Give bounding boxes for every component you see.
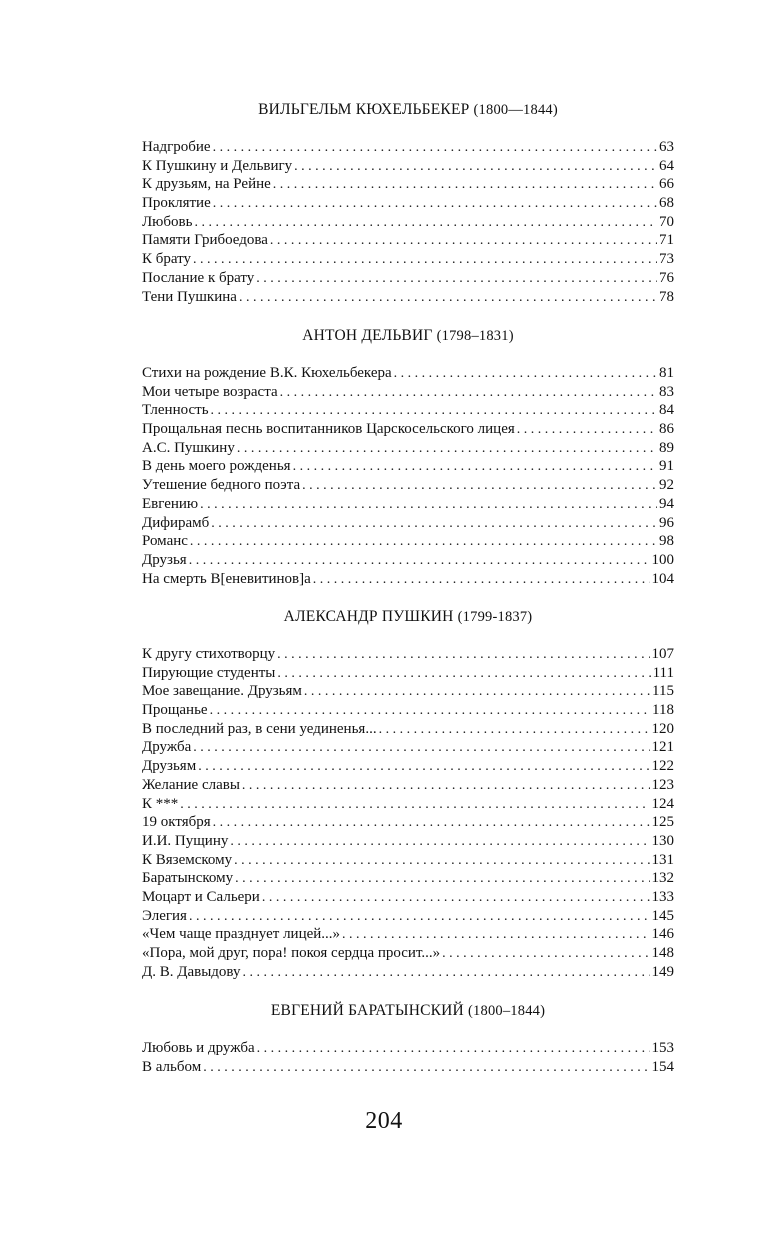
toc-entry [142,645,674,664]
dot-leader [242,777,650,796]
toc-entry [142,383,674,402]
toc-entry [142,250,674,269]
dot-leader [517,421,657,440]
author-name: ЕВГЕНИЙ БАРАТЫНСКИЙ [270,1002,464,1019]
toc-entry-page: 83 [659,383,674,400]
toc-entry-page: 98 [659,533,674,550]
toc-entry [142,288,674,307]
toc-entry-page: 125 [651,814,674,831]
toc-entry-title: Памяти Грибоедова [142,232,268,249]
toc-entry [142,514,674,533]
toc-entry-page: 123 [651,776,674,793]
toc-entry-page: 63 [659,139,674,155]
dot-leader [211,515,657,534]
dot-leader [257,1040,650,1059]
toc-entry-title: На смерть В[еневитинов]а [142,570,311,587]
toc-entry [142,664,674,683]
dot-leader [210,702,650,721]
dot-leader [200,496,657,515]
toc-entry-title: К друзьям, на Рейне [142,176,271,193]
toc-entry-page: 107 [651,646,674,662]
toc-entry [142,439,674,458]
toc-entry-title: К Пушкину и Дельвигу [142,157,293,174]
toc-entry [142,795,674,814]
dot-leader [213,814,650,833]
toc-entry-title: В альбом [142,1058,202,1075]
toc-entry-page: 124 [651,795,674,812]
toc-entry-title: Желание славы [142,776,240,793]
toc-entry [142,907,674,926]
toc-entry-title: 19 октября [142,814,211,831]
toc-entry-page: 73 [659,251,674,268]
toc-entry [142,813,674,832]
dot-leader [270,232,657,251]
toc-entry-title: Друзья [142,551,187,568]
toc-entry [142,1039,674,1058]
toc-entry [142,701,674,720]
toc-entry-title: Дружба [142,739,192,756]
toc-entry-page: 64 [659,157,674,174]
toc-entry-page: 84 [659,402,674,419]
toc-entry [142,963,674,982]
toc-entry-title: Любовь [142,213,193,230]
dot-leader [277,646,649,665]
toc-entry [142,495,674,514]
author-years: (1799-1837) [457,609,533,625]
toc-entry-title: К *** [142,795,179,812]
toc-entry-page: 68 [659,195,674,212]
dot-leader [211,402,657,421]
toc-entry-title: Д. В. Давыдову [142,963,241,980]
section-heading [142,100,674,120]
toc-entry-title: Стихи на рождение В.К. Кюхельбекера [142,365,392,381]
dot-leader [193,739,649,758]
toc-entry-title: Проклятие [142,195,211,212]
toc-entry-title: Послание к брату [142,269,255,286]
toc-entry-title: К другу стихотворцу [142,646,276,662]
dot-leader [193,251,657,270]
toc-entry-page: 145 [651,907,674,924]
toc-entry-page: 153 [651,1040,674,1056]
toc-entry-page: 70 [659,213,674,230]
dot-leader [442,945,649,964]
toc-entry [142,269,674,288]
section-delvig [142,326,674,588]
toc-entry [142,457,674,476]
dot-leader [234,852,649,871]
toc-entry-page: 148 [651,945,674,961]
toc-entry-title: Элегия [142,907,187,924]
toc-entry-title: В последний раз, в сени уединенья... [142,720,377,737]
toc-entry-page: 121 [651,739,674,756]
toc-entry [142,401,674,420]
dot-leader [190,533,657,552]
toc-entry-page: 81 [659,365,674,381]
toc-entry-title: И.И. Пущину [142,832,229,849]
toc-entry [142,175,674,194]
toc-entry [142,851,674,870]
toc-entry-page: 131 [651,851,674,868]
toc-entry-page: 76 [659,269,674,286]
toc-entry-page: 132 [651,870,674,887]
toc-entry-title: Мои четыре возраста [142,383,278,400]
toc-entry [142,420,674,439]
toc-entry [142,925,674,944]
toc-entry-page: 154 [651,1058,674,1075]
toc-entry-page: 133 [651,888,674,905]
toc-entry-title: Моцарт и Сальери [142,888,260,905]
toc-entry-title: А.С. Пушкину [142,439,235,456]
section-heading [142,1001,674,1021]
dot-leader [230,833,649,852]
dot-leader [235,870,649,889]
dot-leader [189,908,650,927]
dot-leader [394,365,657,384]
author-name: АНТОН ДЕЛЬВИГ [302,327,433,344]
dot-leader [273,176,657,195]
dot-leader [213,139,657,158]
dot-leader [189,552,650,571]
dot-leader [277,665,650,684]
dot-leader [294,158,657,177]
toc-entry-page: 96 [659,514,674,531]
dot-leader [198,758,649,777]
author-name: ВИЛЬГЕЛЬМ КЮХЕЛЬБЕКЕР [258,101,470,118]
section-heading [142,607,674,627]
toc-entry [142,776,674,795]
section-kuchelbecker [142,100,674,306]
toc-entry-title: «Чем чаще празднует лицей...» [142,926,341,943]
dot-leader [256,270,657,289]
toc-entry [142,869,674,888]
dot-leader [203,1059,649,1078]
toc-entry-title: Любовь и дружба [142,1040,255,1056]
dot-leader [239,289,657,308]
toc-entry [142,720,674,739]
toc-list [142,138,674,306]
author-years: (1798–1831) [436,328,514,344]
dot-leader [293,458,657,477]
author-years: (1800–1844) [468,1003,546,1019]
toc-entry-title: К Вяземскому [142,851,233,868]
toc-entry-page: 104 [651,570,674,587]
page-number: 204 [365,1108,403,1134]
toc-entry-page: 118 [652,702,674,719]
toc-entry-title: Прощанье [142,702,208,719]
toc-entry [142,682,674,701]
toc-list [142,364,674,588]
toc-entry-title: Мое завещание. Друзьям [142,683,302,700]
dot-leader [243,964,650,983]
toc-entry [142,231,674,250]
dot-leader [180,796,649,815]
toc-entry [142,944,674,963]
dot-leader [342,926,649,945]
toc-entry [142,888,674,907]
toc-entry [142,213,674,232]
toc-entry-page: 86 [659,421,674,438]
toc-entry-title: Баратынскому [142,870,234,887]
toc-entry [142,832,674,851]
toc-entry-title: К брату [142,251,192,268]
toc-entry [142,476,674,495]
section-pushkin [142,607,674,981]
dot-leader [379,721,650,740]
toc-entry [142,1058,674,1077]
toc-entry [142,551,674,570]
toc-entry-page: 92 [659,477,674,494]
toc-entry-title: Друзьям [142,758,197,775]
toc-entry-page: 100 [651,551,674,568]
dot-leader [213,195,657,214]
author-name: АЛЕКСАНДР ПУШКИН [283,608,454,625]
dot-leader [302,477,657,496]
toc-entry-title: Тленность [142,402,209,419]
dot-leader [194,214,657,233]
toc-entry [142,194,674,213]
toc-entry [142,157,674,176]
toc-entry-page: 120 [651,720,674,737]
toc-entry-title: Прощальная песнь воспитанников Царскосельского лицея [142,421,515,438]
toc-entry-page: 149 [651,963,674,980]
dot-leader [262,889,650,908]
toc-entry [142,738,674,757]
dot-leader [313,571,650,590]
section-baratynsky [142,1001,674,1076]
toc-entry-page: 111 [652,664,674,681]
toc-list [142,645,674,981]
toc-entry [142,364,674,383]
dot-leader [237,440,657,459]
toc-entry-page: 78 [659,288,674,305]
toc-entry-title: Пирующие студенты [142,664,276,681]
toc-entry-title: Утешение бедного поэта [142,477,301,494]
dot-leader [304,683,650,702]
toc-entry-page: 130 [651,832,674,849]
toc-entry-title: Надгробие [142,139,211,155]
toc-entry-page: 91 [659,458,674,475]
toc-entry [142,570,674,589]
toc-entry-page: 66 [659,176,674,193]
toc-entry-page: 71 [659,232,674,249]
toc-entry-page: 146 [651,926,674,943]
toc-entry-title: Дифирамб [142,514,210,531]
toc-entry-page: 94 [659,495,674,512]
toc-entry-title: Евгению [142,495,199,512]
toc-entry [142,532,674,551]
toc-entry-title: «Пора, мой друг, пора! покоя сердца просит...» [142,945,441,961]
toc-entry-title: Тени Пушкина [142,288,237,305]
toc-entry [142,138,674,157]
toc-list [142,1039,674,1076]
toc-entry-page: 89 [659,439,674,456]
section-heading [142,326,674,346]
toc-entry-title: Романс [142,533,188,550]
toc-entry-page: 115 [652,683,674,700]
author-years: (1800—1844) [473,102,558,118]
toc-entry [142,757,674,776]
toc-entry-page: 122 [651,758,674,775]
toc-entry-title: В день моего рожденья [142,458,291,475]
dot-leader [280,384,657,403]
